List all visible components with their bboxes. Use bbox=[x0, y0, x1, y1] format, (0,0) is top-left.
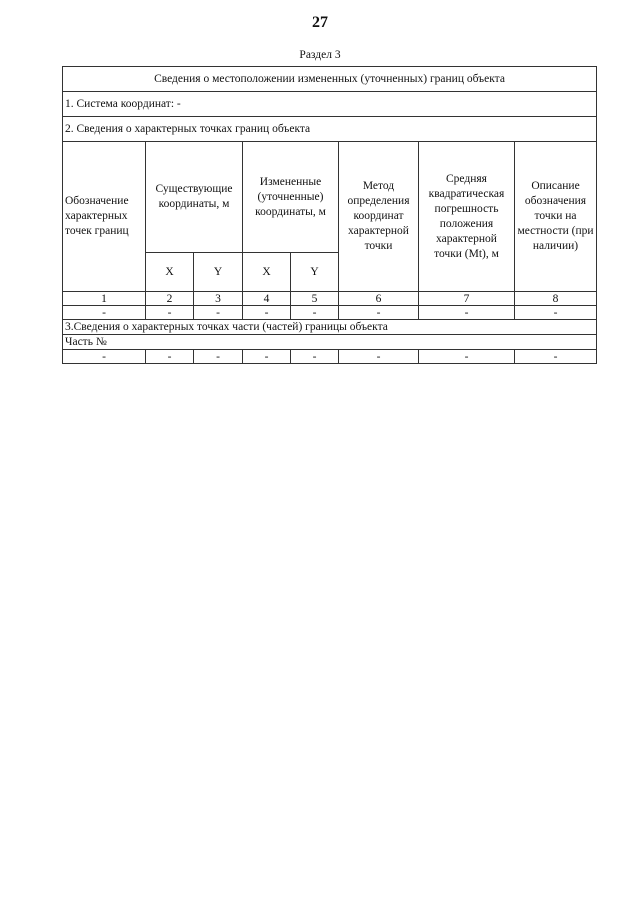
header-existing-y: Y bbox=[194, 253, 243, 292]
column-number: 8 bbox=[515, 292, 597, 306]
table-cell: - bbox=[146, 350, 194, 364]
table-cell: - bbox=[63, 306, 146, 320]
table-cell: - bbox=[339, 306, 419, 320]
table-row bbox=[63, 350, 597, 364]
parts-section-heading: 3.Сведения о характерных точках части (частей) границы объекта bbox=[63, 320, 597, 335]
table-cell: - bbox=[146, 306, 194, 320]
column-numbers-row bbox=[63, 292, 597, 306]
table-cell: - bbox=[243, 350, 291, 364]
points-section-heading: 2. Сведения о характерных точках границ объекта bbox=[63, 117, 597, 142]
table-cell: - bbox=[291, 306, 339, 320]
table-cell: - bbox=[339, 350, 419, 364]
table-cell: - bbox=[291, 350, 339, 364]
table-title: Сведения о местоположении измененных (уточненных) границ объекта bbox=[63, 67, 597, 92]
column-number: 3 bbox=[194, 292, 243, 306]
column-number: 5 bbox=[291, 292, 339, 306]
coordinate-system: 1. Система координат: - bbox=[63, 92, 597, 117]
table-cell: - bbox=[194, 350, 243, 364]
table-cell: - bbox=[194, 306, 243, 320]
page-number: 27 bbox=[312, 14, 328, 31]
column-number: 6 bbox=[339, 292, 419, 306]
table-row bbox=[63, 306, 597, 320]
column-number: 2 bbox=[146, 292, 194, 306]
section-label: Раздел 3 bbox=[299, 49, 341, 61]
header-method: Метод определения координат характерной точки bbox=[339, 142, 419, 292]
header-existing-x: X bbox=[146, 253, 194, 292]
table-cell: - bbox=[515, 306, 597, 320]
header-changed-x: X bbox=[243, 253, 291, 292]
column-number: 4 bbox=[243, 292, 291, 306]
header-changed-y: Y bbox=[291, 253, 339, 292]
table-cell: - bbox=[419, 306, 515, 320]
column-number: 1 bbox=[63, 292, 146, 306]
boundary-table bbox=[62, 66, 597, 364]
column-number: 7 bbox=[419, 292, 515, 306]
header-existing-coordinates: Существующие координаты, м bbox=[146, 142, 243, 253]
table-cell: - bbox=[419, 350, 515, 364]
table-cell: - bbox=[243, 306, 291, 320]
header-description: Описание обозначения точки на местности (при наличии) bbox=[515, 142, 597, 292]
table-cell: - bbox=[515, 350, 597, 364]
header-designation: Обозначение характерных точек границ bbox=[63, 142, 146, 292]
table-cell: - bbox=[63, 350, 146, 364]
part-label: Часть № bbox=[63, 335, 597, 350]
header-changed-coordinates: Измененные (уточненные) координаты, м bbox=[243, 142, 339, 253]
header-error: Средняя квадратическая погрешность положения характерной точки (Mt), м bbox=[419, 142, 515, 292]
